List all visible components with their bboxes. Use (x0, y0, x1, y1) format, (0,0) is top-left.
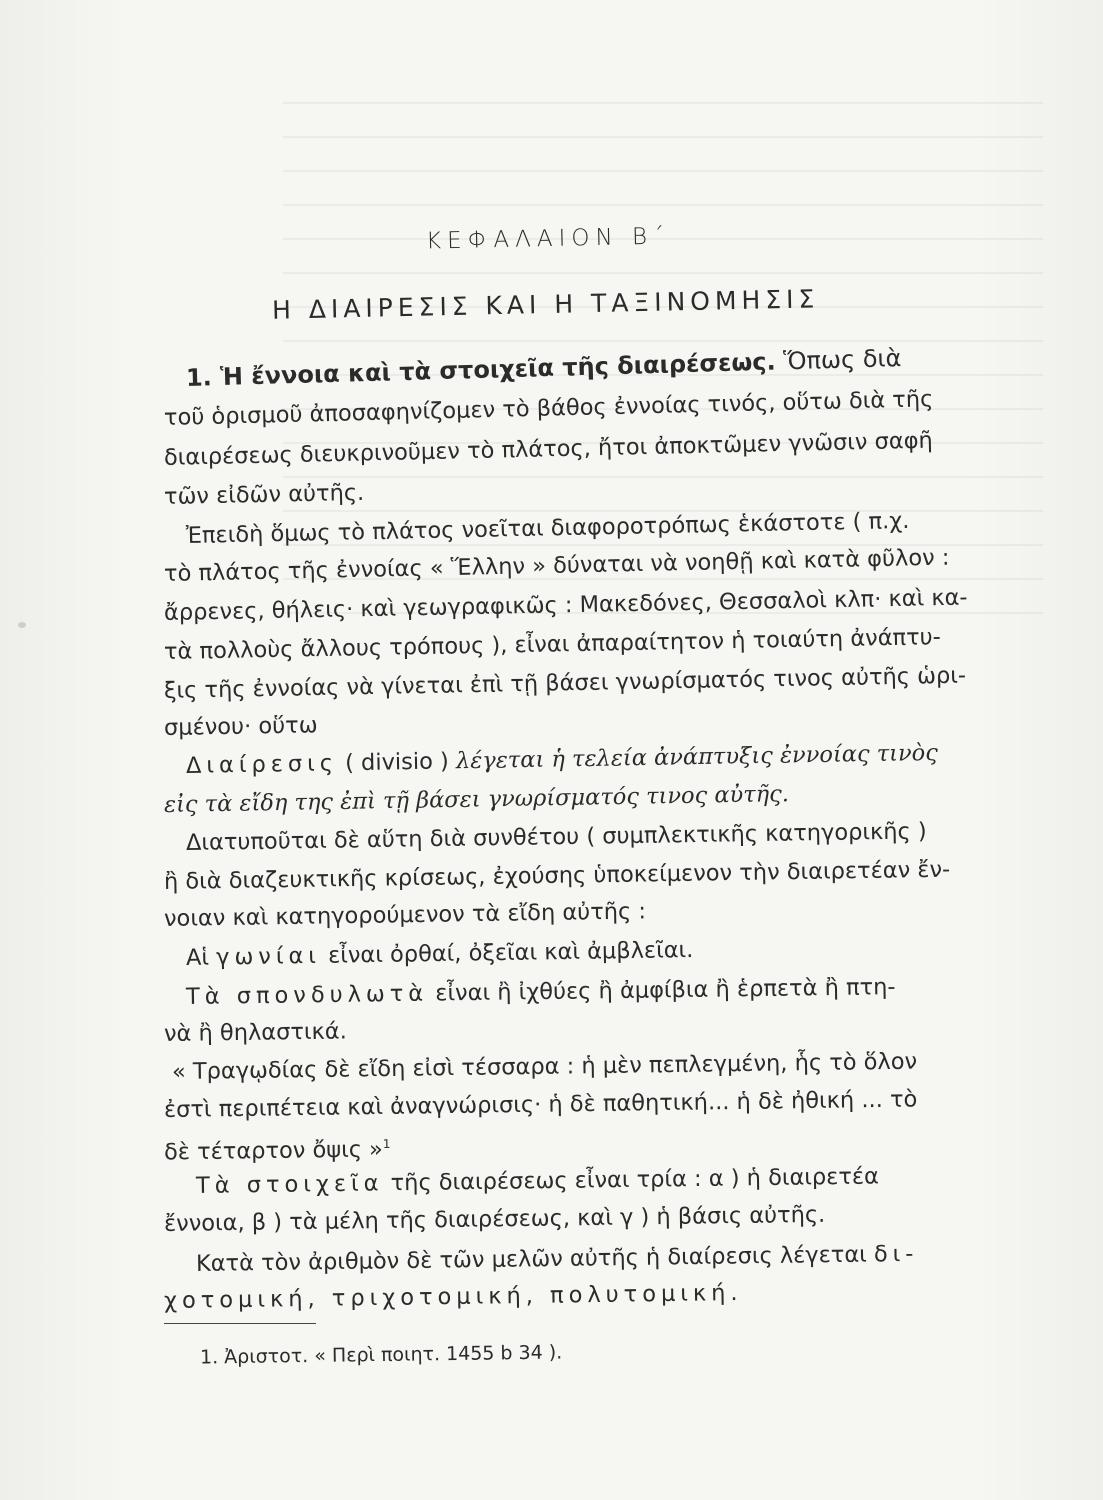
example-text: εἶναι ἢ ἰχθύες ἢ ἀμφίβια ἢ ἑρπετὰ ἢ πτη- (427, 974, 896, 1007)
latin-term: ( divisio ) (337, 748, 457, 777)
footnote: 1. Ἀριστοτ. « Περὶ ποιητ. 1455 b 34 ). (199, 1341, 563, 1369)
body-text: Ὅπως διὰ (775, 344, 902, 376)
body-line: ἢ διὰ διαζευκτικῆς κρίσεως, ἐχούσης ὑποκείμενον τὴν διαιρετέαν ἔν- (163, 856, 951, 895)
quote-text: δὲ τέταρτον ὄψις » (163, 1136, 384, 1166)
body-line: τοῦ ὁρισμοῦ ἀποσαφηνίζομεν τὸ βάθος ἐννοίας τινός, οὕτω διὰ τῆς (163, 386, 934, 431)
term-spaced: δι- (873, 1240, 919, 1268)
body-line: Διατυποῦται δὲ αὕτη διὰ συνθέτου ( συμπλεκτικῆς κατηγορικῆς ) (185, 818, 927, 856)
body-line: ἄρρενες, θήλεις· καὶ γεωγραφικῶς : Μακεδόνες, Θεσσαλοὶ κλπ· καὶ κα- (163, 584, 968, 626)
page-smudge (18, 622, 26, 628)
example-line (186, 971, 896, 1013)
footnote-rule (164, 1323, 316, 1324)
example-text: εἶναι ὀρθαί, ὀξεῖαι καὶ ἀμβλεῖαι. (320, 937, 694, 969)
chapter-title: Η ΔΙΑΙΡΕΣΙΣ ΚΑΙ Η ΤΑΞΙΝΟΜΗΣΙΣ (271, 284, 820, 325)
example-term-spaced: γωνίαι (215, 942, 322, 971)
body-line: τῶν εἰδῶν αὐτῆς. (163, 479, 365, 510)
quote-line: ἐστὶ περιπέτεια καὶ ἀναγνώρισις· ἡ δὲ παθητική... ἡ δὲ ἠθική ... τὸ (163, 1086, 918, 1123)
body-line: Ἐπειδὴ ὅμως τὸ πλάτος νοεῖται διαφοροτρόπως ἑκάστοτε ( π.χ. (185, 507, 910, 549)
body-line: τὸ πλάτος τῆς ἐννοίας « Ἕλλην » δύναται νὰ νοηθῇ καὶ κατὰ φῦλον : (163, 544, 950, 587)
example-term-spaced: Τὰ σπονδυλωτὰ (185, 980, 429, 1010)
quote-line (164, 1128, 391, 1169)
body-line: τὰ πολλοὺς ἄλλους τρόπους ), εἶναι ἀπαραίτητον ἡ τοιαύτη ἀνάπτυ- (163, 624, 942, 665)
definition-italic-line: εἰς τὰ εἴδη της ἐπὶ τῇ βάσει γνωρίσματός τινος αὐτῆς. (163, 781, 790, 818)
section-heading: 1. Ἡ ἔννοια καὶ τὰ στοιχεῖα τῆς διαιρέσεως. (185, 347, 777, 392)
example-line (186, 934, 694, 974)
elements-term-spaced: Τὰ στοιχεῖα (195, 1170, 384, 1199)
body-line: ἔννοια, β ) τὰ μέλη τῆς διαιρέσεως, καὶ γ ) ἡ βάσις αὐτῆς. (163, 1201, 826, 1237)
body-text: τῆς διαιρέσεως εἶναι τρία : α ) ἡ διαιρετέα (383, 1163, 880, 1197)
quote-line: « Τραγῳδίας δὲ εἴδη εἰσὶ τέσσαρα : ἡ μὲν πεπλεγμένη, ἧς τὸ ὅλον (171, 1048, 918, 1085)
body-line: διαιρέσεως διευκρινοῦμεν τὸ πλάτος, ἤτοι ἀποκτῶμεν γνῶσιν σαφῆ (163, 427, 934, 471)
body-text: Κατὰ τὸν ἀριθμὸν δὲ τῶν μελῶν αὐτῆς ἡ διαίρεσις λέγεται (195, 1241, 875, 1277)
body-line: σμένου· οὕτω (163, 712, 318, 741)
term-spaced: Διαίρεσις (185, 750, 339, 779)
example-text: Αἱ (185, 944, 217, 971)
definition-italic: λέγεται ἡ τελεία ἀνάπτυξις ἐννοίας τινὸς (455, 739, 939, 775)
body-line (196, 1238, 919, 1280)
body-line: νοιαν καὶ κατηγορούμενον τὰ εἴδη αὐτῆς : (163, 898, 647, 932)
footnote-marker: 1 (382, 1136, 391, 1151)
elements-line (196, 1160, 879, 1202)
body-line: νὰ ἢ θηλαστικά. (163, 1018, 347, 1047)
types-spaced-line: χοτομική, τριχοτομική, πολυτομική. (163, 1279, 743, 1314)
definition-line (186, 737, 938, 782)
chapter-label: ΚΕΦΑΛΑΙΟΝ Β΄ (425, 223, 671, 255)
body-line: ξις τῆς ἐννοίας νὰ γίνεται ἐπὶ τῇ βάσει γνωρίσματός τινος αὐτῆς ὡρι- (163, 662, 967, 704)
